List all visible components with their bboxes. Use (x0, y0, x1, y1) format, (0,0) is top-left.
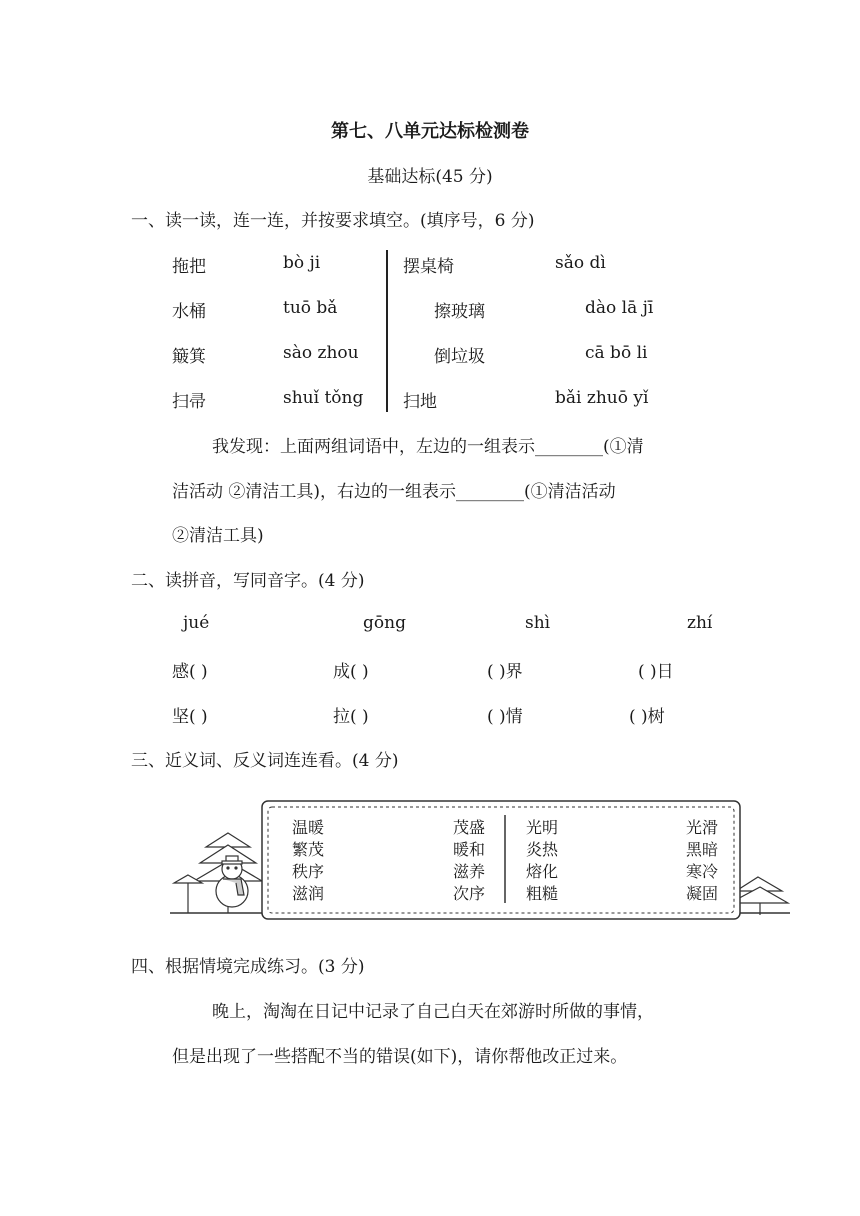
fill-blank[interactable]: 拉( ) (333, 707, 369, 727)
right-word: 擦玻璃 (434, 302, 485, 322)
pinyin-prompt: gōng (363, 613, 406, 633)
page-subtitle: 基础达标(45 分) (367, 167, 493, 187)
fill-blank[interactable]: 感( ) (172, 662, 208, 682)
right-pinyin: dào lā jī (585, 298, 654, 318)
word-item: 茂盛 (453, 818, 486, 837)
word-item: 光明 (526, 818, 559, 837)
right-word: 摆桌椅 (403, 257, 454, 277)
right-pinyin: cā bō li (585, 343, 648, 363)
section-3-heading: 三、近义词、反义词连连看。(4 分) (131, 751, 399, 771)
word-item: 炎热 (526, 840, 559, 859)
tree-icon (174, 833, 262, 913)
right-pinyin: sǎo dì (555, 253, 606, 273)
left-word: 拖把 (172, 257, 206, 277)
fill-blank[interactable]: 坚( ) (172, 707, 208, 727)
page-title: 第七、八单元达标检测卷 (331, 121, 529, 142)
left-pinyin: shuǐ tǒng (283, 388, 364, 408)
board-frame (262, 801, 740, 919)
pinyin-prompt: shì (525, 613, 551, 633)
word-matching-board (170, 795, 790, 925)
left-pinyin: sào zhou (283, 343, 359, 363)
section-1-heading: 一、读一读，连一连，并按要求填空。(填序号，6 分) (131, 211, 535, 231)
column-divider (386, 250, 388, 412)
fill-blank[interactable]: 成( ) (333, 662, 369, 682)
left-word: 水桶 (172, 302, 206, 322)
word-item: 熔化 (526, 862, 559, 881)
word-item: 寒冷 (686, 862, 719, 881)
section-2-heading: 二、读拼音，写同音字。(4 分) (131, 571, 365, 591)
word-item: 次序 (453, 884, 486, 903)
word-item: 光滑 (686, 818, 719, 837)
scenario-line: 但是出现了一些搭配不当的错误(如下)，请你帮他改正过来。 (172, 1047, 628, 1067)
left-pinyin: bò ji (283, 253, 321, 273)
snowman-icon (216, 856, 248, 907)
right-word: 倒垃圾 (434, 347, 485, 367)
word-item: 黑暗 (686, 840, 719, 859)
word-item: 凝固 (686, 884, 719, 903)
fill-blank[interactable]: ( )情 (487, 707, 523, 727)
word-item: 暖和 (453, 840, 486, 859)
word-item: 滋养 (453, 862, 486, 881)
discovery-line: 洁活动 ②清洁工具)，右边的一组表示________(①清洁活动 (172, 482, 616, 502)
word-item: 滋润 (292, 884, 325, 903)
fill-blank[interactable]: ( )界 (487, 662, 523, 682)
word-item: 秩序 (292, 862, 325, 881)
right-word: 扫地 (403, 392, 437, 412)
scenario-line: 晚上，淘淘在日记中记录了自己白天在郊游时所做的事情， (212, 1002, 654, 1022)
pinyin-prompt: jué (183, 613, 210, 633)
left-pinyin: tuō bǎ (283, 298, 338, 318)
discovery-line: 我发现：上面两组词语中，左边的一组表示________(①清 (212, 437, 644, 457)
word-item: 温暖 (292, 818, 325, 837)
word-item: 繁茂 (292, 840, 325, 859)
left-word: 簸箕 (172, 347, 206, 367)
fill-blank[interactable]: ( )树 (629, 707, 665, 727)
right-pinyin: bǎi zhuō yǐ (555, 388, 649, 408)
pinyin-prompt: zhí (687, 613, 713, 633)
word-item: 粗糙 (526, 884, 559, 903)
discovery-line: ②清洁工具) (172, 526, 264, 546)
left-word: 扫帚 (172, 392, 206, 412)
section-4-heading: 四、根据情境完成练习。(3 分) (131, 957, 365, 977)
fill-blank[interactable]: ( )日 (638, 662, 674, 682)
